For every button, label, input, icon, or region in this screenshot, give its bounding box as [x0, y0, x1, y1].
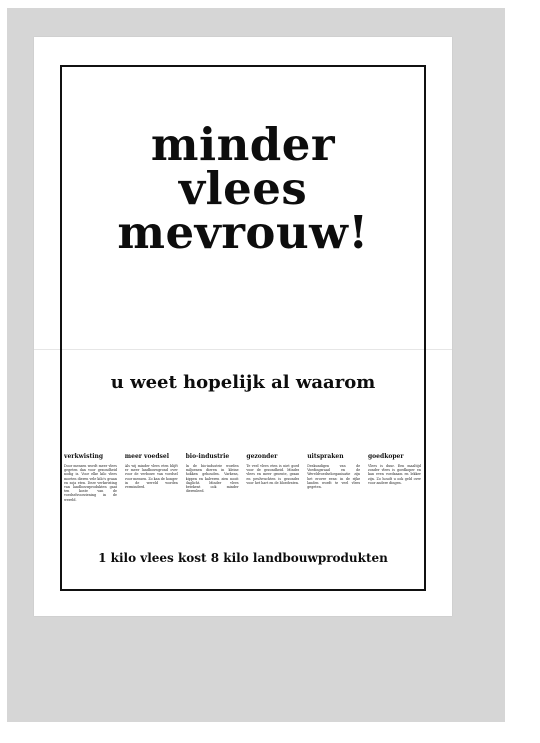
column-body: Te veel vlees eten is niet goed voor de gezondheid. Minder vlees en meer groente, graan en peulvruchten is gezonder voor het hart en de bloedvaten. [246, 464, 300, 485]
column-heading: gezonder [246, 453, 278, 460]
column-uitspraken [307, 453, 360, 549]
poster-subheadline: u weet hopelijk al waarom [110, 372, 376, 393]
column-goedkoper [368, 453, 421, 549]
column-body: Vlees is duur. Een maaltijd zonder vlees is goedkoper en kan even voedzaam en lekker zijn. Zo houdt u ook geld over voor andere dingen. [367, 464, 421, 485]
column-bio-industrie [186, 453, 239, 549]
text-columns [64, 453, 421, 549]
column-body: Door mensen wordt meer vlees gegeten dan voor gezondheid nodig is. Voor elke kilo vlees moeten dieren vele kilo's graan en soja eten. Deze verkwisting van landbouwprodukten gaat ten koste van de voedselvoorziening in de wereld. [64, 464, 117, 502]
headline-line-3: mevrouw! [117, 206, 369, 259]
column-body: Deskundigen van de Voedingsraad en de Wereldvoedselorganisatie zijn het erover eens: in de rijke landen wordt te veel vlees gegeten. [307, 464, 361, 490]
column-body: Als wij minder vlees eten blijft er meer landbouwgrond over voor de verbouw van voedsel voor mensen. Zo kan de honger in de wereld worden verminderd. [124, 464, 178, 490]
column-body: In de bio-industrie worden miljoenen dieren in kleine hokken gehouden. Varkens, kippen en kalveren zien nooit daglicht. Minder vlees betekent ook minder dierenleed. [185, 464, 239, 494]
headline-line-2: vlees [178, 162, 308, 215]
headline-line-1: minder [150, 118, 336, 171]
column-heading: verkwisting [64, 453, 104, 460]
column-meer-voedsel [125, 453, 178, 549]
poster-footer: 1 kilo vlees kost 8 kilo landbouwprodukten [98, 551, 388, 565]
column-heading: goedkoper [367, 453, 404, 460]
poster-sheet [34, 37, 452, 616]
column-heading: uitspraken [307, 453, 344, 460]
column-verkwisting [64, 453, 117, 549]
poster-headline [34, 118, 452, 259]
column-heading: meer voedsel [124, 453, 170, 460]
column-heading: bio-industrie [185, 453, 230, 460]
column-gezonder [246, 453, 299, 549]
